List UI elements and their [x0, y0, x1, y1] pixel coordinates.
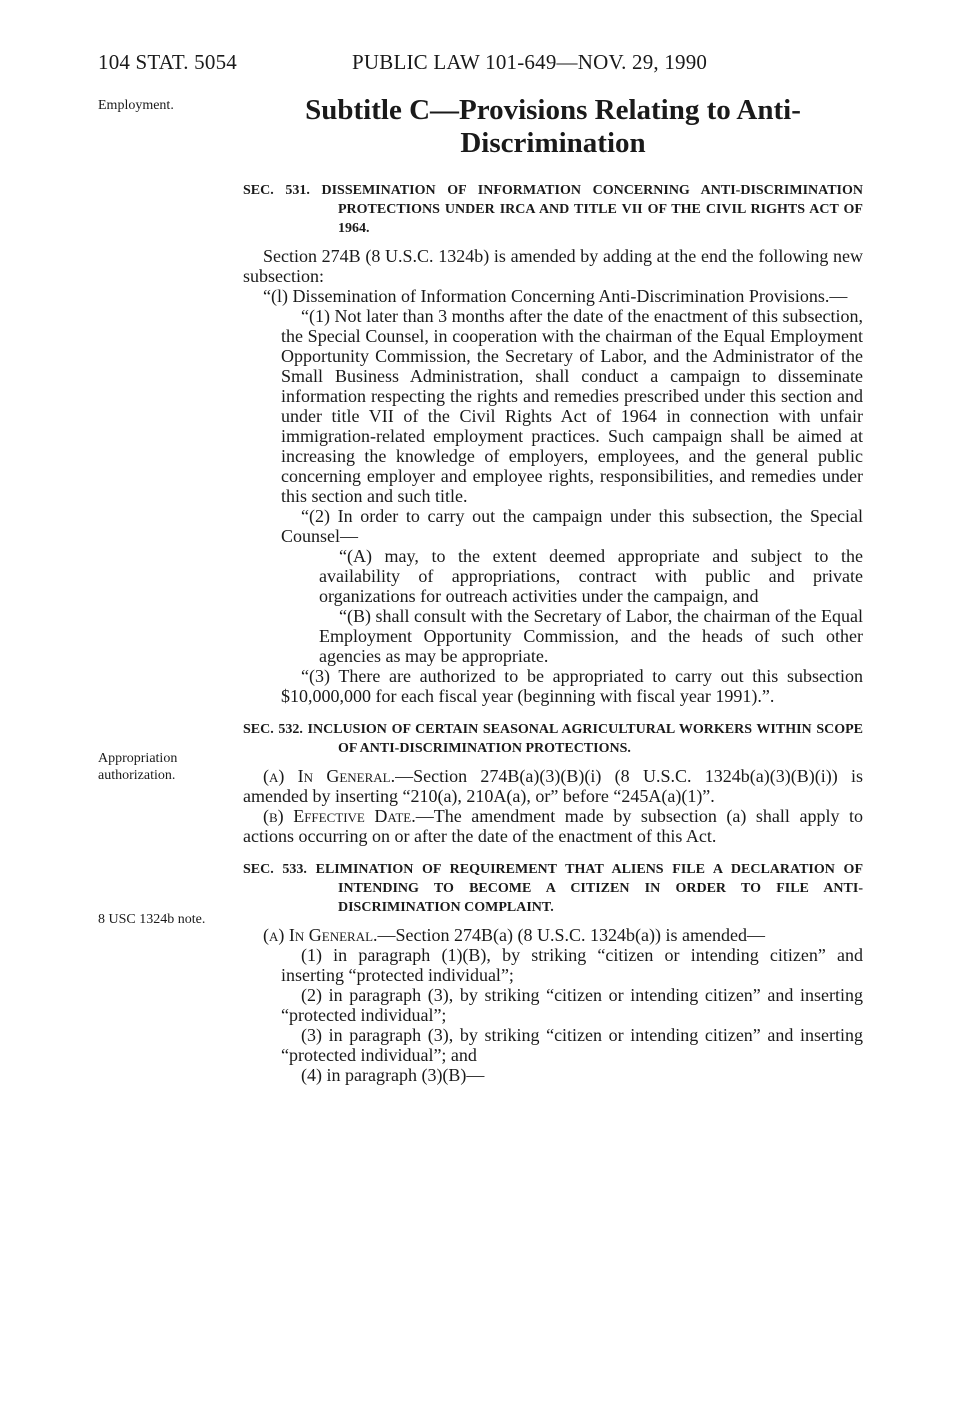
section-533-a	[243, 925, 863, 945]
document-body	[243, 181, 863, 1085]
section-533-heading: SEC. 533. ELIMINATION OF REQUIREMENT THAT ALIENS FILE A DECLARATION OF INTENDING TO BECOME A CITIZEN IN ORDER TO FILE ANTI-DISCRIMINATION COMPLAINT.	[243, 862, 863, 915]
list-item: (4) in paragraph (3)(B)—	[301, 1065, 485, 1085]
section-532-b-label: (b) Effective Date.—	[263, 806, 434, 826]
list-item: (2) in paragraph (3), by striking “citizen or intending citizen” and inserting “protected individual”;	[281, 985, 863, 1025]
running-header: PUBLIC LAW 101-649—NOV. 29, 1990	[352, 50, 708, 74]
section-533-a-label: (a) In General.—	[263, 925, 396, 945]
section-533-a-text: Section 274B(a) (8 U.S.C. 1324b(a)) is amended—	[395, 925, 765, 945]
paragraph-2B: “(B) shall consult with the Secretary of Labor, the chairman of the Equal Employment Opportunity Commission, and the heads of such other agencies as may be appropriate.	[319, 606, 863, 666]
paragraph-2A: “(A) may, to the extent deemed appropriate and subject to the availability of appropriations, contract with public and private organizations for outreach activities under the campaign, and	[319, 546, 863, 606]
section-532-a-label: (a) In General.—	[263, 766, 414, 786]
margin-note-usc: 8 USC 1324b note.	[98, 912, 206, 927]
margin-note-appropriation: Appropriation authorization.	[98, 751, 178, 783]
margin-note-employment: Employment.	[98, 98, 174, 113]
page-stat-number: 104 STAT. 5054	[98, 50, 237, 74]
paragraph-2: “(2) In order to carry out the campaign under this subsection, the Special Counsel—	[281, 506, 863, 546]
section-531-intro: Section 274B (8 U.S.C. 1324b) is amended by adding at the end the following new subsection:	[243, 246, 863, 286]
subsection-l-title: “(l) Dissemination of Information Concerning Anti-Discrimination Provisions.—	[263, 286, 848, 306]
section-532-b-text: The amendment made by subsection (a) shall apply to actions occurring on or after the date of the enactment of this Act.	[243, 806, 864, 846]
subtitle-heading: Subtitle C—Provisions Relating to Anti-Discrimination	[305, 94, 801, 159]
section-532-a-text: Section 274B(a)(3)(B)(i) (8 U.S.C. 1324b(a)(3)(B)(i)) is amended by inserting “210(a), 210A(a), or” before “245A(a)(1)”.	[243, 766, 864, 806]
paragraph-3: “(3) There are authorized to be appropriated to carry out this subsection $10,000,000 for each fiscal year (beginning with fiscal year 1991).”.	[281, 666, 863, 706]
section-532-a	[243, 766, 863, 806]
section-532-b	[243, 806, 863, 846]
list-item: (3) in paragraph (3), by striking “citizen or intending citizen” and inserting “protected individual”; and	[281, 1025, 863, 1065]
list-item: (1) in paragraph (1)(B), by striking “citizen or intending citizen” and inserting “protected individual”;	[281, 945, 863, 985]
section-531-heading: SEC. 531. DISSEMINATION OF INFORMATION CONCERNING ANTI-DISCRIMINATION PROTECTIONS UNDER IRCA AND TITLE VII OF THE CIVIL RIGHTS ACT OF 1964.	[243, 183, 863, 236]
section-532-heading: SEC. 532. INCLUSION OF CERTAIN SEASONAL AGRICULTURAL WORKERS WITHIN SCOPE OF ANTI-DISCRIMINATION PROTECTIONS.	[243, 722, 863, 756]
paragraph-1: “(1) Not later than 3 months after the date of the enactment of this subsection, the Special Counsel, in cooperation with the chairman of the Equal Employment Opportunity Commission, the Secretary of Labor, and the Administrator of the Small Business Administration, shall conduct a campaign to disseminate information respecting the rights and remedies prescribed under this section and under title VII of the Civil Rights Act of 1964 in connection with unfair immigration-related employment practices. Such campaign shall be aimed at increasing the knowledge of employers, employees, and the general public concerning employer and employee rights, responsibilities, and remedies under this section and such title.	[281, 306, 863, 506]
